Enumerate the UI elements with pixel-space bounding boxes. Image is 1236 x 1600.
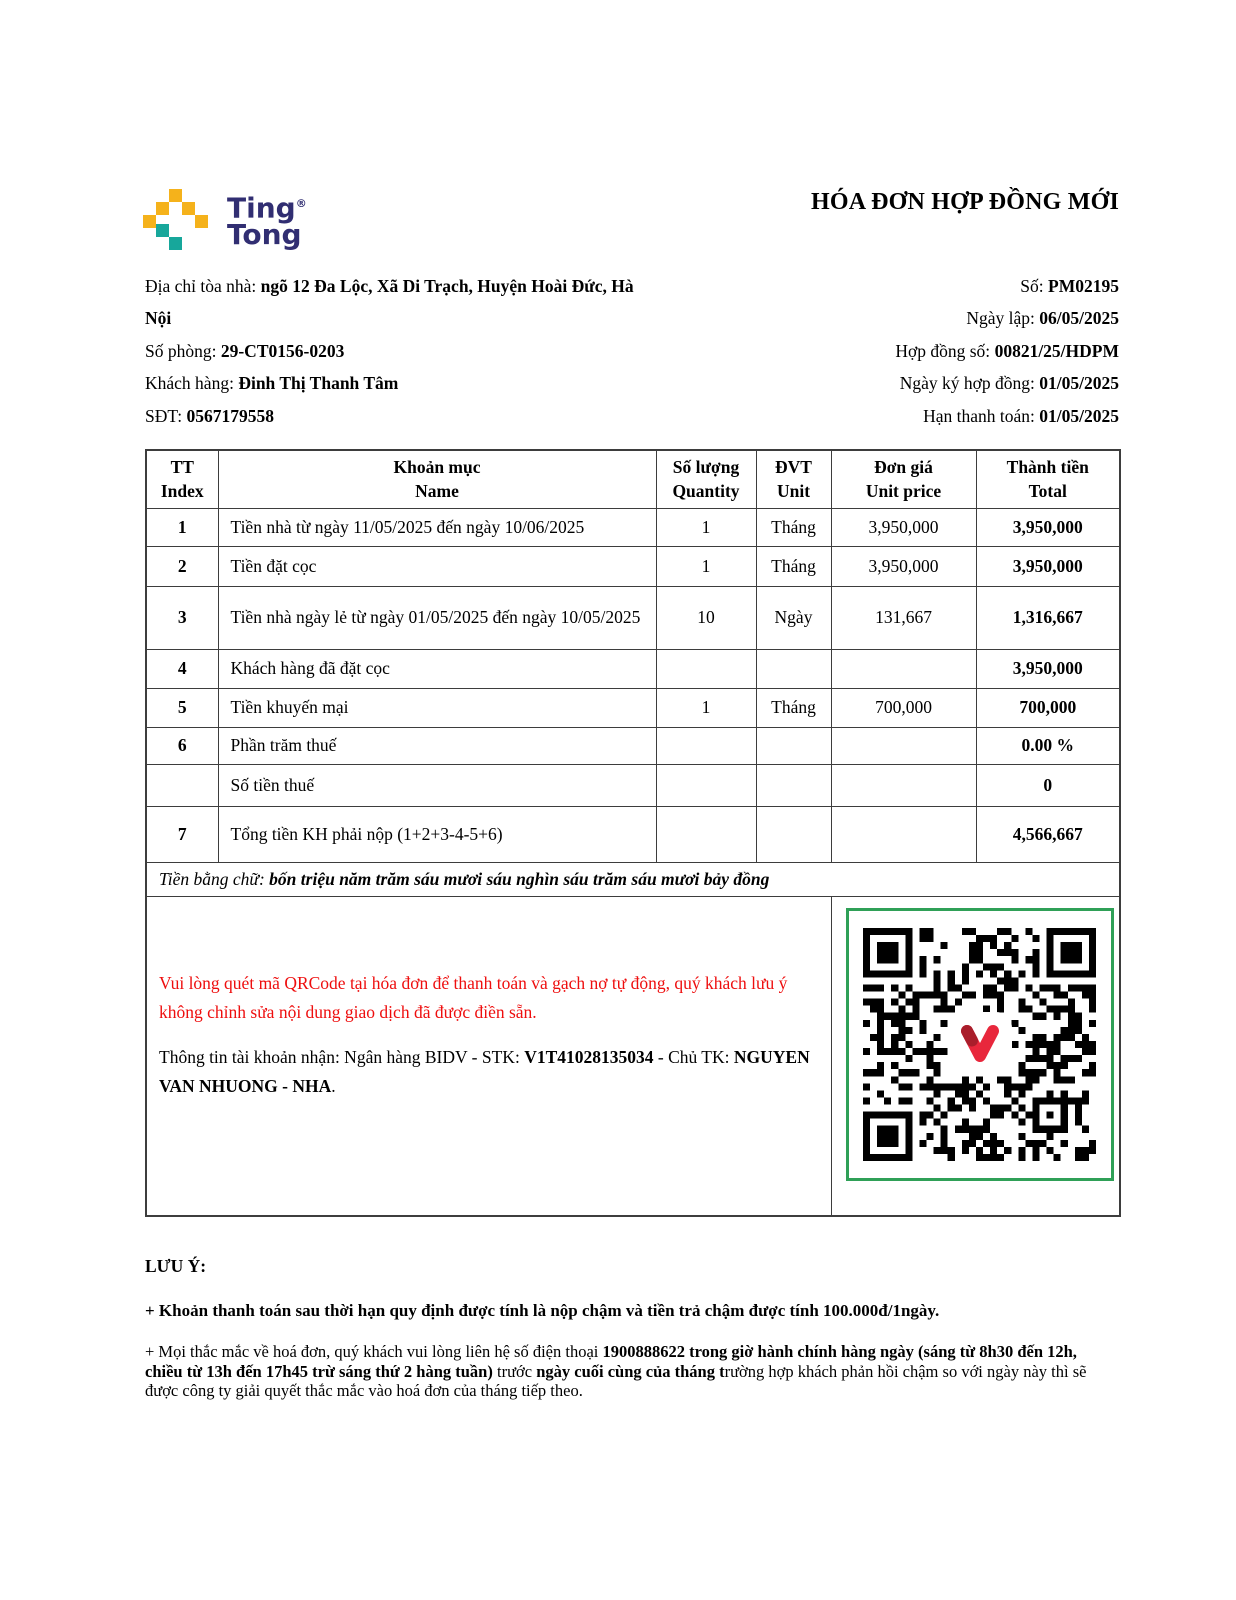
cell-total: 4,566,667 [976, 806, 1120, 862]
due-date-value: 01/05/2025 [1039, 405, 1119, 426]
invoice-number-line [895, 270, 1119, 302]
brand-line2: Tong [227, 218, 302, 252]
logo-pixel [143, 215, 156, 228]
cell-qty [656, 649, 756, 688]
sign-date-label: Ngày ký hợp đồng: [899, 373, 1040, 394]
cell-qty [656, 806, 756, 862]
cell-name: Tiền nhà ngày lẻ từ ngày 01/05/2025 đến ngày 10/05/2025 [218, 586, 656, 649]
cell-unit: Tháng [756, 508, 831, 546]
amount-in-words-cell [146, 862, 1120, 896]
cell-name: Tiền nhà từ ngày 11/05/2025 đến ngày 10/06/2025 [218, 508, 656, 546]
table-row [146, 806, 1120, 862]
contract-number-label: Hợp đồng số: [895, 340, 995, 361]
logo-pixel [156, 224, 169, 237]
issue-date-label: Ngày lập: [966, 308, 1040, 329]
header-name: Khoản mục Name [218, 450, 656, 508]
cell-index [146, 764, 218, 806]
account-label: Thông tin tài khoản nhận: Ngân hàng BIDV - STK: [159, 1046, 525, 1067]
cell-unit [756, 727, 831, 764]
cell-price [831, 806, 976, 862]
cell-price [831, 727, 976, 764]
header-unit-price: Đơn giá Unit price [831, 450, 976, 508]
building-info-block [145, 270, 685, 432]
cell-name: Khách hàng đã đặt cọc [218, 649, 656, 688]
customer-value: Đinh Thị Thanh Tâm [238, 373, 399, 394]
table-row [146, 764, 1120, 806]
registered-mark-icon: ® [295, 197, 307, 210]
amount-in-words-label: Tiền bằng chữ: [159, 868, 270, 889]
cell-name: Phần trăm thuế [218, 727, 656, 764]
vietqr-v-icon [948, 1012, 1012, 1076]
payment-instructions-cell [146, 896, 831, 1216]
tingtong-logo [143, 188, 373, 254]
table-row [146, 508, 1120, 546]
contract-number-line [895, 335, 1119, 367]
phone-label: SĐT: [145, 405, 187, 426]
cell-index: 2 [146, 546, 218, 586]
cell-price: 3,950,000 [831, 546, 976, 586]
invoice-number-value: PM02195 [1048, 276, 1119, 296]
invoice-number-label: Số: [1020, 276, 1049, 296]
notes-heading: LƯU Ý: [145, 1256, 207, 1276]
cell-total: 3,950,000 [976, 649, 1120, 688]
hotline-note-text: trước [492, 1361, 537, 1381]
cell-name: Tổng tiền KH phải nộp (1+2+3-4-5+6) [218, 806, 656, 862]
document-title: HÓA ĐƠN HỢP ĐỒNG MỚI [810, 189, 1119, 215]
cell-name: Tiền khuyến mại [218, 688, 656, 727]
logo-pixel [169, 189, 182, 202]
late-payment-note: + Khoản thanh toán sau thời hạn quy định được tính là nộp chậm và tiền trả chậm được tính 100.000đ/1ngày. [145, 1301, 940, 1320]
qr-warning-text: Vui lòng quét mã QRCode tại hóa đơn để thanh toán và gạch nợ tự động, quý khách lưu ý không chỉnh sửa nội dung giao dịch đã được điền sẵn. [159, 972, 788, 1022]
amount-in-words-value: bốn triệu năm trăm sáu mươi sáu nghìn sáu trăm sáu mươi bảy đồng [269, 868, 770, 889]
logo-pixel [195, 215, 208, 228]
hotline-note [145, 1342, 1103, 1401]
cell-total: 700,000 [976, 688, 1120, 727]
room-line [145, 335, 685, 367]
phone-value: 0567179558 [186, 405, 274, 426]
cell-total: 3,950,000 [976, 508, 1120, 546]
qr-code [846, 908, 1114, 1181]
brand-line1: Ting [227, 191, 296, 225]
customer-line [145, 367, 685, 399]
table-row [146, 586, 1120, 649]
hotline-number-and-hours: 1900888622 trong giờ hành chính hàng ngày (sáng từ 8h30 đến 12h, chiều từ 13h đến 17h45 trừ sáng thứ 2 hàng tuần) [145, 1342, 1077, 1381]
room-label: Số phòng: [145, 340, 221, 361]
issue-date-line [895, 302, 1119, 334]
table-row [146, 727, 1120, 764]
customer-label: Khách hàng: [145, 373, 239, 394]
cell-index: 6 [146, 727, 218, 764]
header-quantity: Số lượng Quantity [656, 450, 756, 508]
phone-line [145, 400, 685, 432]
header-index: TT Index [146, 450, 218, 508]
payment-row [146, 896, 1120, 1216]
cell-total: 0 [976, 764, 1120, 806]
address-line [145, 270, 685, 335]
sign-date-line [895, 367, 1119, 399]
cell-unit [756, 764, 831, 806]
cell-price: 131,667 [831, 586, 976, 649]
cell-index: 3 [146, 586, 218, 649]
hotline-note-text: + Mọi thắc mắc về hoá đơn, quý khách vui lòng liên hệ số điện thoại [145, 1342, 603, 1361]
cell-qty: 1 [656, 688, 756, 727]
notes-section [145, 1256, 1103, 1401]
cell-name: Số tiền thuế [218, 764, 656, 806]
cell-price [831, 764, 976, 806]
account-info-text [159, 1043, 813, 1101]
account-period: . [331, 1075, 336, 1096]
table-header-row [146, 450, 1120, 508]
cell-index: 4 [146, 649, 218, 688]
cell-price [831, 649, 976, 688]
cell-index: 5 [146, 688, 218, 727]
cell-index: 1 [146, 508, 218, 546]
header-total: Thành tiền Total [976, 450, 1120, 508]
hotline-note-text: rường hợp khách phản hồi chậm so với ngày này thì sẽ được công ty giải quyết thắc mắc vào hoá đơn của tháng tiếp theo. [145, 1361, 1087, 1400]
contract-number-value: 00821/25/HDPM [994, 340, 1119, 361]
cell-qty: 10 [656, 586, 756, 649]
logo-pixel [169, 237, 182, 250]
cell-unit [756, 649, 831, 688]
address-value-2: Nội [145, 308, 172, 329]
logo-pixel [182, 202, 195, 215]
cell-index: 7 [146, 806, 218, 862]
cell-total: 1,316,667 [976, 586, 1120, 649]
deadline-emphasis: ngày cuối cùng của tháng t [536, 1361, 725, 1381]
invoice-items-table [145, 449, 1121, 1217]
cell-unit [756, 806, 831, 862]
due-date-label: Hạn thanh toán: [923, 405, 1040, 426]
account-number: V1T41028135034 [524, 1046, 654, 1067]
cell-name: Tiền đặt cọc [218, 546, 656, 586]
table-row [146, 546, 1120, 586]
due-date-line [895, 400, 1119, 432]
table-row [146, 649, 1120, 688]
cell-qty: 1 [656, 508, 756, 546]
cell-qty: 1 [656, 546, 756, 586]
cell-qty [656, 764, 756, 806]
issue-date-value: 06/05/2025 [1039, 308, 1119, 329]
cell-unit: Tháng [756, 546, 831, 586]
logo-pixel [156, 202, 169, 215]
sign-date-value: 01/05/2025 [1039, 373, 1119, 394]
account-holder-name: NGUYEN VAN NHUONG - NHA [159, 1046, 810, 1096]
address-value: ngõ 12 Đa Lộc, Xã Di Trạch, Huyện Hoài Đức, Hà [260, 276, 634, 296]
account-holder-label: - Chủ TK: [653, 1046, 734, 1067]
cell-unit: Ngày [756, 586, 831, 649]
room-value: 29-CT0156-0203 [220, 340, 345, 361]
qr-cell [831, 896, 1120, 1216]
cell-unit: Tháng [756, 688, 831, 727]
amount-in-words-row [146, 862, 1120, 896]
tingtong-logo-icon [143, 188, 209, 252]
cell-price: 3,950,000 [831, 508, 976, 546]
invoice-meta-block [895, 270, 1119, 432]
address-label: Địa chỉ tòa nhà: [145, 276, 261, 296]
cell-price: 700,000 [831, 688, 976, 727]
cell-total: 0.00 % [976, 727, 1120, 764]
header-unit: ĐVT Unit [756, 450, 831, 508]
cell-qty [656, 727, 756, 764]
cell-total: 3,950,000 [976, 546, 1120, 586]
brand-name [227, 190, 307, 252]
table-row [146, 688, 1120, 727]
